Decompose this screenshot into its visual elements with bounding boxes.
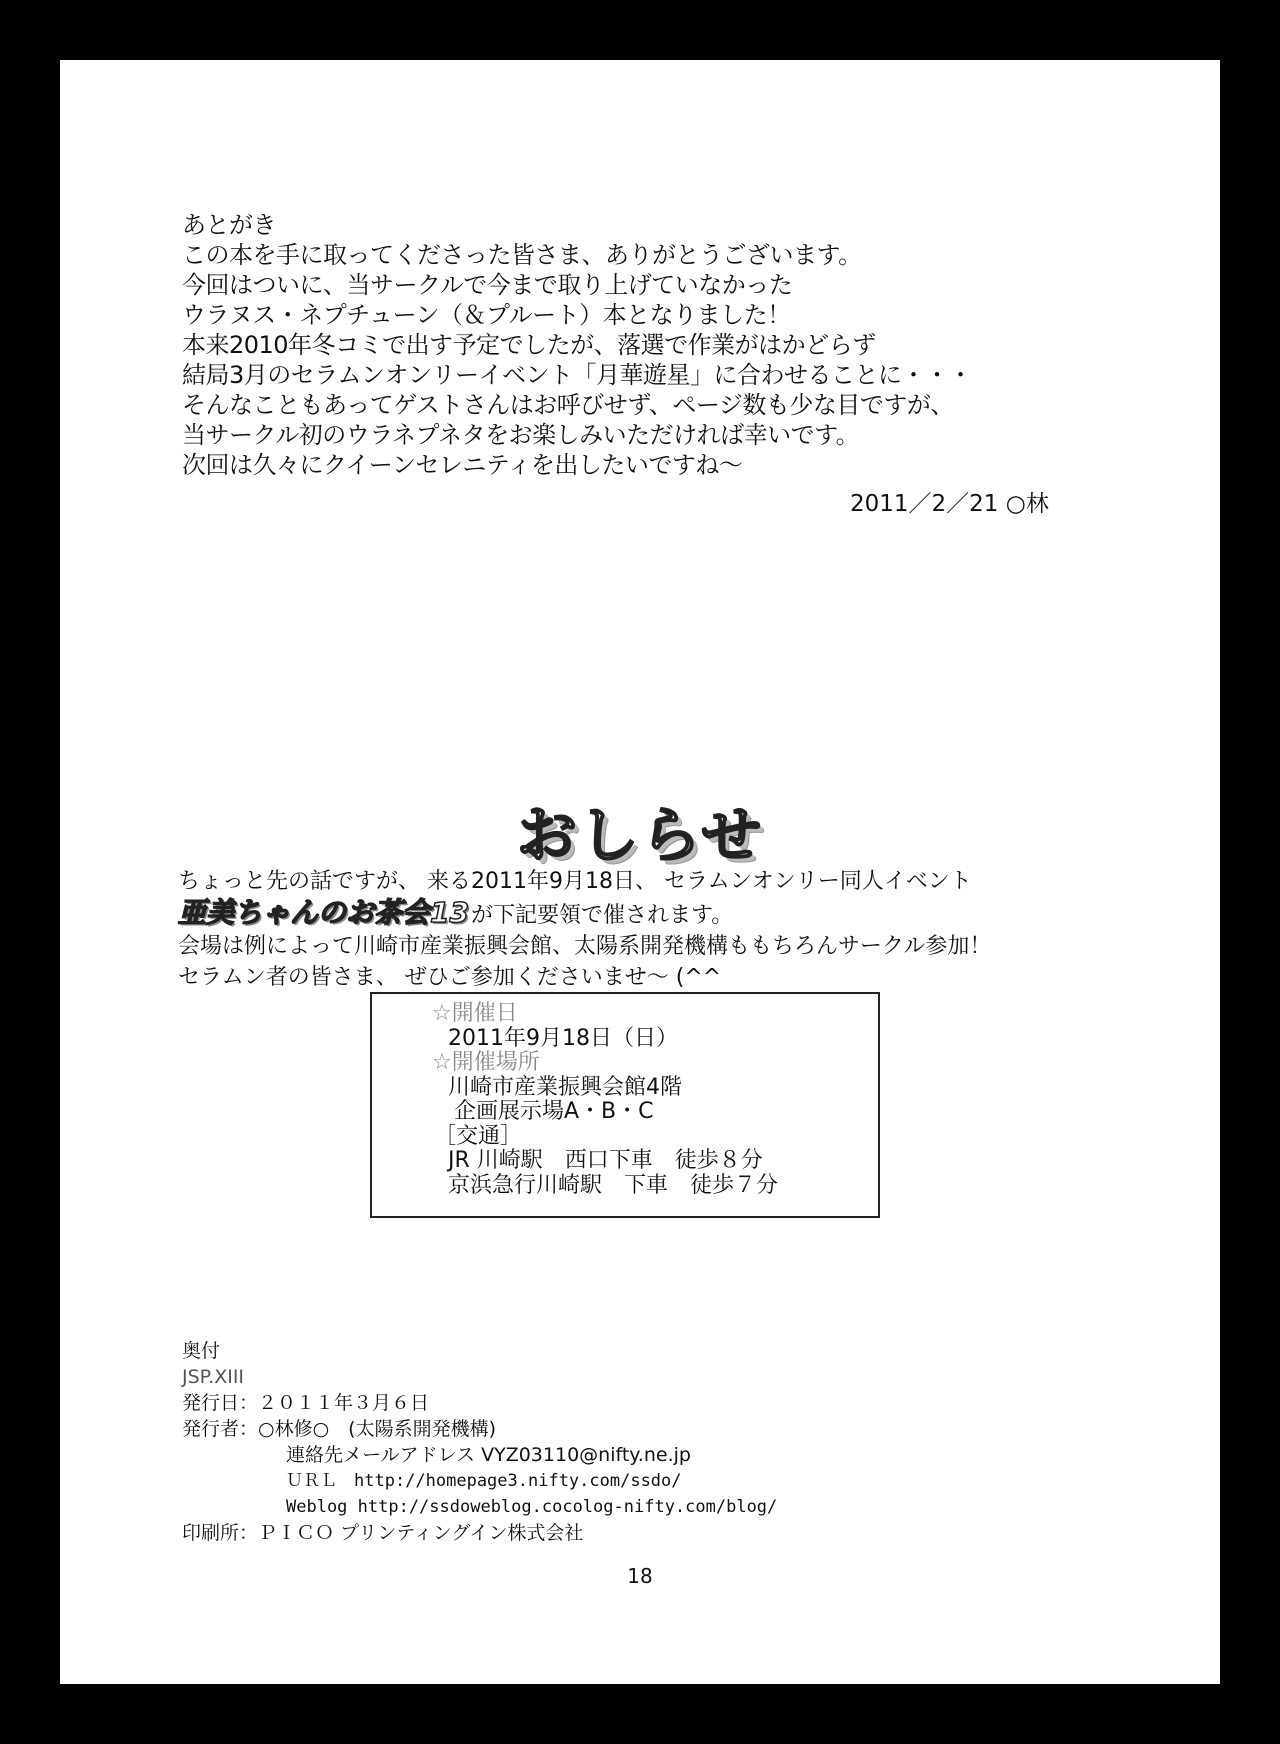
notice-line-event	[178, 897, 1218, 931]
afterword-line: ウラヌス・ネプチューン（＆プルート）本となりました！	[182, 301, 791, 329]
notice-line: ちょっと先の話ですが、 来る2011年9月18日、 セラムンオンリー同人イベント	[178, 869, 972, 894]
colophon-printer: 印刷所：ＰＩＣＯ プリンティングイン株式会社	[182, 1522, 584, 1544]
event-info-box	[370, 992, 880, 1218]
page-number: 18	[627, 1564, 653, 1588]
afterword-heading: あとがき	[182, 211, 276, 239]
afterword-line: 今回はついに、当サークルで今まで取り上げていなかった	[182, 271, 793, 299]
colophon-heading: 奥付	[182, 1340, 221, 1362]
transport-heading: ［交通］	[434, 1123, 523, 1149]
afterword-line: 当サークル初のウラネプネタをお楽しみいただければ幸いです。	[182, 421, 860, 449]
colophon-contact: 連絡先メールアドレス VYZ03110@nifty.ne.jp	[286, 1444, 691, 1466]
notice-line-rest: が下記要領で催されます。	[470, 903, 734, 928]
afterword-signature: 2011／2／21 ○林	[850, 491, 1049, 517]
afterword-line: そんなこともあってゲストさんはお呼びせず、ページ数も少な目ですが、	[182, 391, 954, 419]
colophon-weblog: Weblog http://ssdoweblog.cocolog-nifty.com/blog/	[286, 1497, 778, 1517]
colophon-issue-date: 発行日：２０１１年３月６日	[182, 1392, 430, 1414]
venue-heading: ☆開催場所	[432, 1050, 540, 1075]
event-name: 亜美ちゃんのお茶会13	[178, 896, 469, 929]
date-heading: ☆開催日	[432, 1001, 518, 1026]
venue-hall: 企画展示場A・B・C	[454, 1099, 654, 1124]
afterword-line: 本来2010年冬コミで出す予定でしたが、落選で作業がはかどらず	[182, 331, 876, 359]
page	[60, 60, 1220, 1684]
transport-line: JR 川崎駅 西口下車 徒歩８分	[448, 1148, 763, 1173]
colophon	[182, 1338, 777, 1546]
afterword-line: この本を手に取ってくださった皆さま、ありがとうございます。	[182, 241, 862, 269]
transport-line: 京浜急行川崎駅 下車 徒歩７分	[448, 1172, 779, 1198]
colophon-series: JSP.XIII	[182, 1366, 245, 1388]
notice-title: おしらせ	[516, 801, 764, 871]
notice-line: 会場は例によって川崎市産業振興会館、太陽系開発機構ももちろんサークル参加！	[178, 934, 992, 959]
afterword-line: 次回は久々にクイーンセレニティを出したいですね～	[182, 451, 743, 479]
event-date: 2011年9月18日（日）	[448, 1025, 678, 1051]
notice-body	[178, 866, 1218, 993]
venue-name: 川崎市産業振興会館4階	[448, 1074, 682, 1100]
afterword-section	[182, 210, 1182, 480]
colophon-url: ＵＲＬ http://homepage3.nifty.com/ssdo/	[286, 1471, 682, 1491]
notice-line: セラムン者の皆さま、 ぜひご参加くださいませ～ (^^	[178, 965, 722, 990]
afterword-line: 結局3月のセラムンオンリーイベント「月華遊星」に合わせることに・・・	[182, 361, 973, 389]
colophon-publisher: 発行者：○林修○ (太陽系開発機構)	[182, 1418, 496, 1440]
